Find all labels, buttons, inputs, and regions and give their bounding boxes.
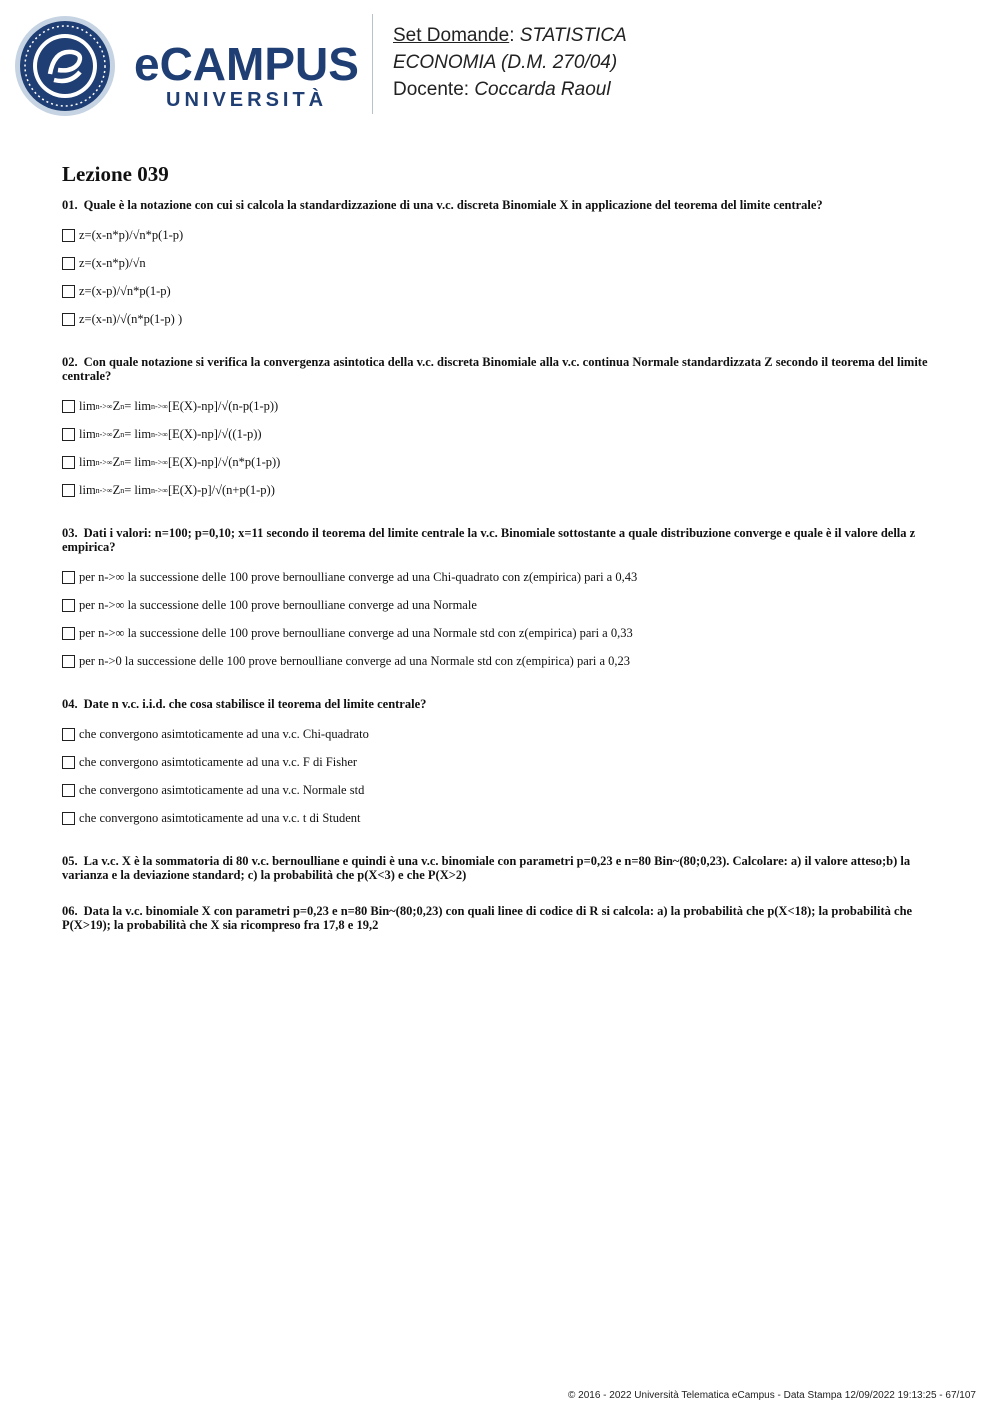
question-set	[62, 162, 942, 954]
answer-checkbox[interactable]	[62, 456, 75, 469]
answer-option[interactable]: lim n->∞ Z n = lim n->∞ [E(X)-np]/√(n*p(1-p))	[62, 448, 942, 476]
question-text: 01. Quale è la notazione con cui si calcola la standardizzazione di una v.c. discreta Binomiale X in applicazione del teorema del limite centrale?	[62, 198, 823, 212]
answer-option[interactable]: per n->∞ la successione delle 100 prove bernoulliane converge ad una Normale std con z(empirica) pari a 0,33	[62, 619, 942, 647]
question-01	[62, 198, 942, 333]
answer-checkbox[interactable]	[62, 571, 75, 584]
answer-option[interactable]: lim n->∞ Z n = lim n->∞ [E(X)-np]/√((1-p))	[62, 420, 942, 448]
question-text: 05. La v.c. X è la sommatoria di 80 v.c. bernoulliane e quindi è una v.c. binomiale con parametri p=0,23 e n=80 Bin~(80;0,23). Calcolare: a) il valore atteso;b) la varianza e la deviazione standard; c) la probabilità che p(X<3) e che P(X>2)	[62, 854, 911, 882]
answer-option[interactable]: che convergono asimtoticamente ad una v.c. F di Fisher	[62, 748, 942, 776]
answer-checkbox[interactable]	[62, 229, 75, 242]
lesson-title: Lezione 039	[62, 162, 169, 186]
course-info: Set Domande: STATISTICA ECONOMIA (D.M. 270/04) Docente: Coccarda Raoul	[393, 25, 627, 100]
question-text: 06. Data la v.c. binomiale X con parametri p=0,23 e n=80 Bin~(80;0,23) con quali linee di codice di R si calcola: a) la probabilità che p(X<18); la probabilità che P(X>19); la probabilità che X sia ricompreso fra 17,8 e 19,2	[62, 904, 913, 932]
question-05	[62, 854, 942, 882]
question-text: 03. Dati i valori: n=100; p=0,10; x=11 secondo il teorema del limite centrale la v.c. Binomiale sottostante a quale distribuzione converge e quale è il valore della z empirica?	[62, 526, 916, 554]
question-text: 02. Con quale notazione si verifica la convergenza asintotica della v.c. discreta Binomiale alla v.c. continua Normale standardizzata Z secondo il teorema del limite centrale?	[62, 355, 928, 383]
ecampus-logo	[14, 14, 359, 118]
page-footer: © 2016 - 2022 Università Telematica eCampus - Data Stampa 12/09/2022 19:13:25 - 67/107	[568, 1390, 976, 1401]
answer-option[interactable]: che convergono asimtoticamente ad una v.c. Normale std	[62, 776, 942, 804]
answer-option[interactable]: per n->0 la successione delle 100 prove bernoulliane converge ad una Normale std con z(empirica) pari a 0,23	[62, 647, 942, 675]
question-06	[62, 904, 942, 932]
answer-checkbox[interactable]	[62, 784, 75, 797]
answer-option[interactable]: lim n->∞ Z n = lim n->∞ [E(X)-np]/√(n-p(1-p))	[62, 392, 942, 420]
answer-option[interactable]: che convergono asimtoticamente ad una v.c. Chi-quadrato	[62, 720, 942, 748]
answer-checkbox[interactable]	[62, 756, 75, 769]
answer-checkbox[interactable]	[62, 812, 75, 825]
answer-option[interactable]: z=(x-n)/√(n*p(1-p) )	[62, 305, 942, 333]
answer-option[interactable]: per n->∞ la successione delle 100 prove bernoulliane converge ad una Normale	[62, 591, 942, 619]
answer-checkbox[interactable]	[62, 627, 75, 640]
answer-option[interactable]: z=(x-n*p)/√n*p(1-p)	[62, 221, 942, 249]
header-divider	[372, 14, 373, 114]
question-03	[62, 526, 942, 675]
logo-subtitle: UNIVERSITÀ	[166, 89, 328, 111]
answer-option[interactable]: per n->∞ la successione delle 100 prove bernoulliane converge ad una Chi-quadrato con z(empirica) pari a 0,43	[62, 563, 942, 591]
answer-checkbox[interactable]	[62, 400, 75, 413]
subject-line-2: ECONOMIA (D.M. 270/04)	[393, 52, 618, 73]
teacher-label: Docente:	[393, 79, 475, 100]
answer-checkbox[interactable]	[62, 313, 75, 326]
answer-option[interactable]: lim n->∞ Z n = lim n->∞ [E(X)-p]/√(n+p(1-p))	[62, 476, 942, 504]
answer-option[interactable]: z=(x-p)/√n*p(1-p)	[62, 277, 942, 305]
answer-checkbox[interactable]	[62, 655, 75, 668]
question-04	[62, 697, 942, 832]
set-label: Set Domande	[393, 25, 510, 46]
answer-checkbox[interactable]	[62, 257, 75, 270]
logo-brand: eCAMPUS	[134, 38, 359, 90]
answer-checkbox[interactable]	[62, 599, 75, 612]
teacher-name: Coccarda Raoul	[474, 79, 611, 100]
answer-option[interactable]: z=(x-n*p)/√n	[62, 249, 942, 277]
answer-option[interactable]: che convergono asimtoticamente ad una v.c. t di Student	[62, 804, 942, 832]
question-02	[62, 355, 942, 504]
answer-checkbox[interactable]	[62, 285, 75, 298]
answer-checkbox[interactable]	[62, 484, 75, 497]
question-text: 04. Date n v.c. i.i.d. che cosa stabilisce il teorema del limite centrale?	[62, 697, 427, 711]
page-header	[0, 0, 1000, 130]
answer-checkbox[interactable]	[62, 428, 75, 441]
subject-line-1: STATISTICA	[519, 25, 627, 46]
answer-checkbox[interactable]	[62, 728, 75, 741]
